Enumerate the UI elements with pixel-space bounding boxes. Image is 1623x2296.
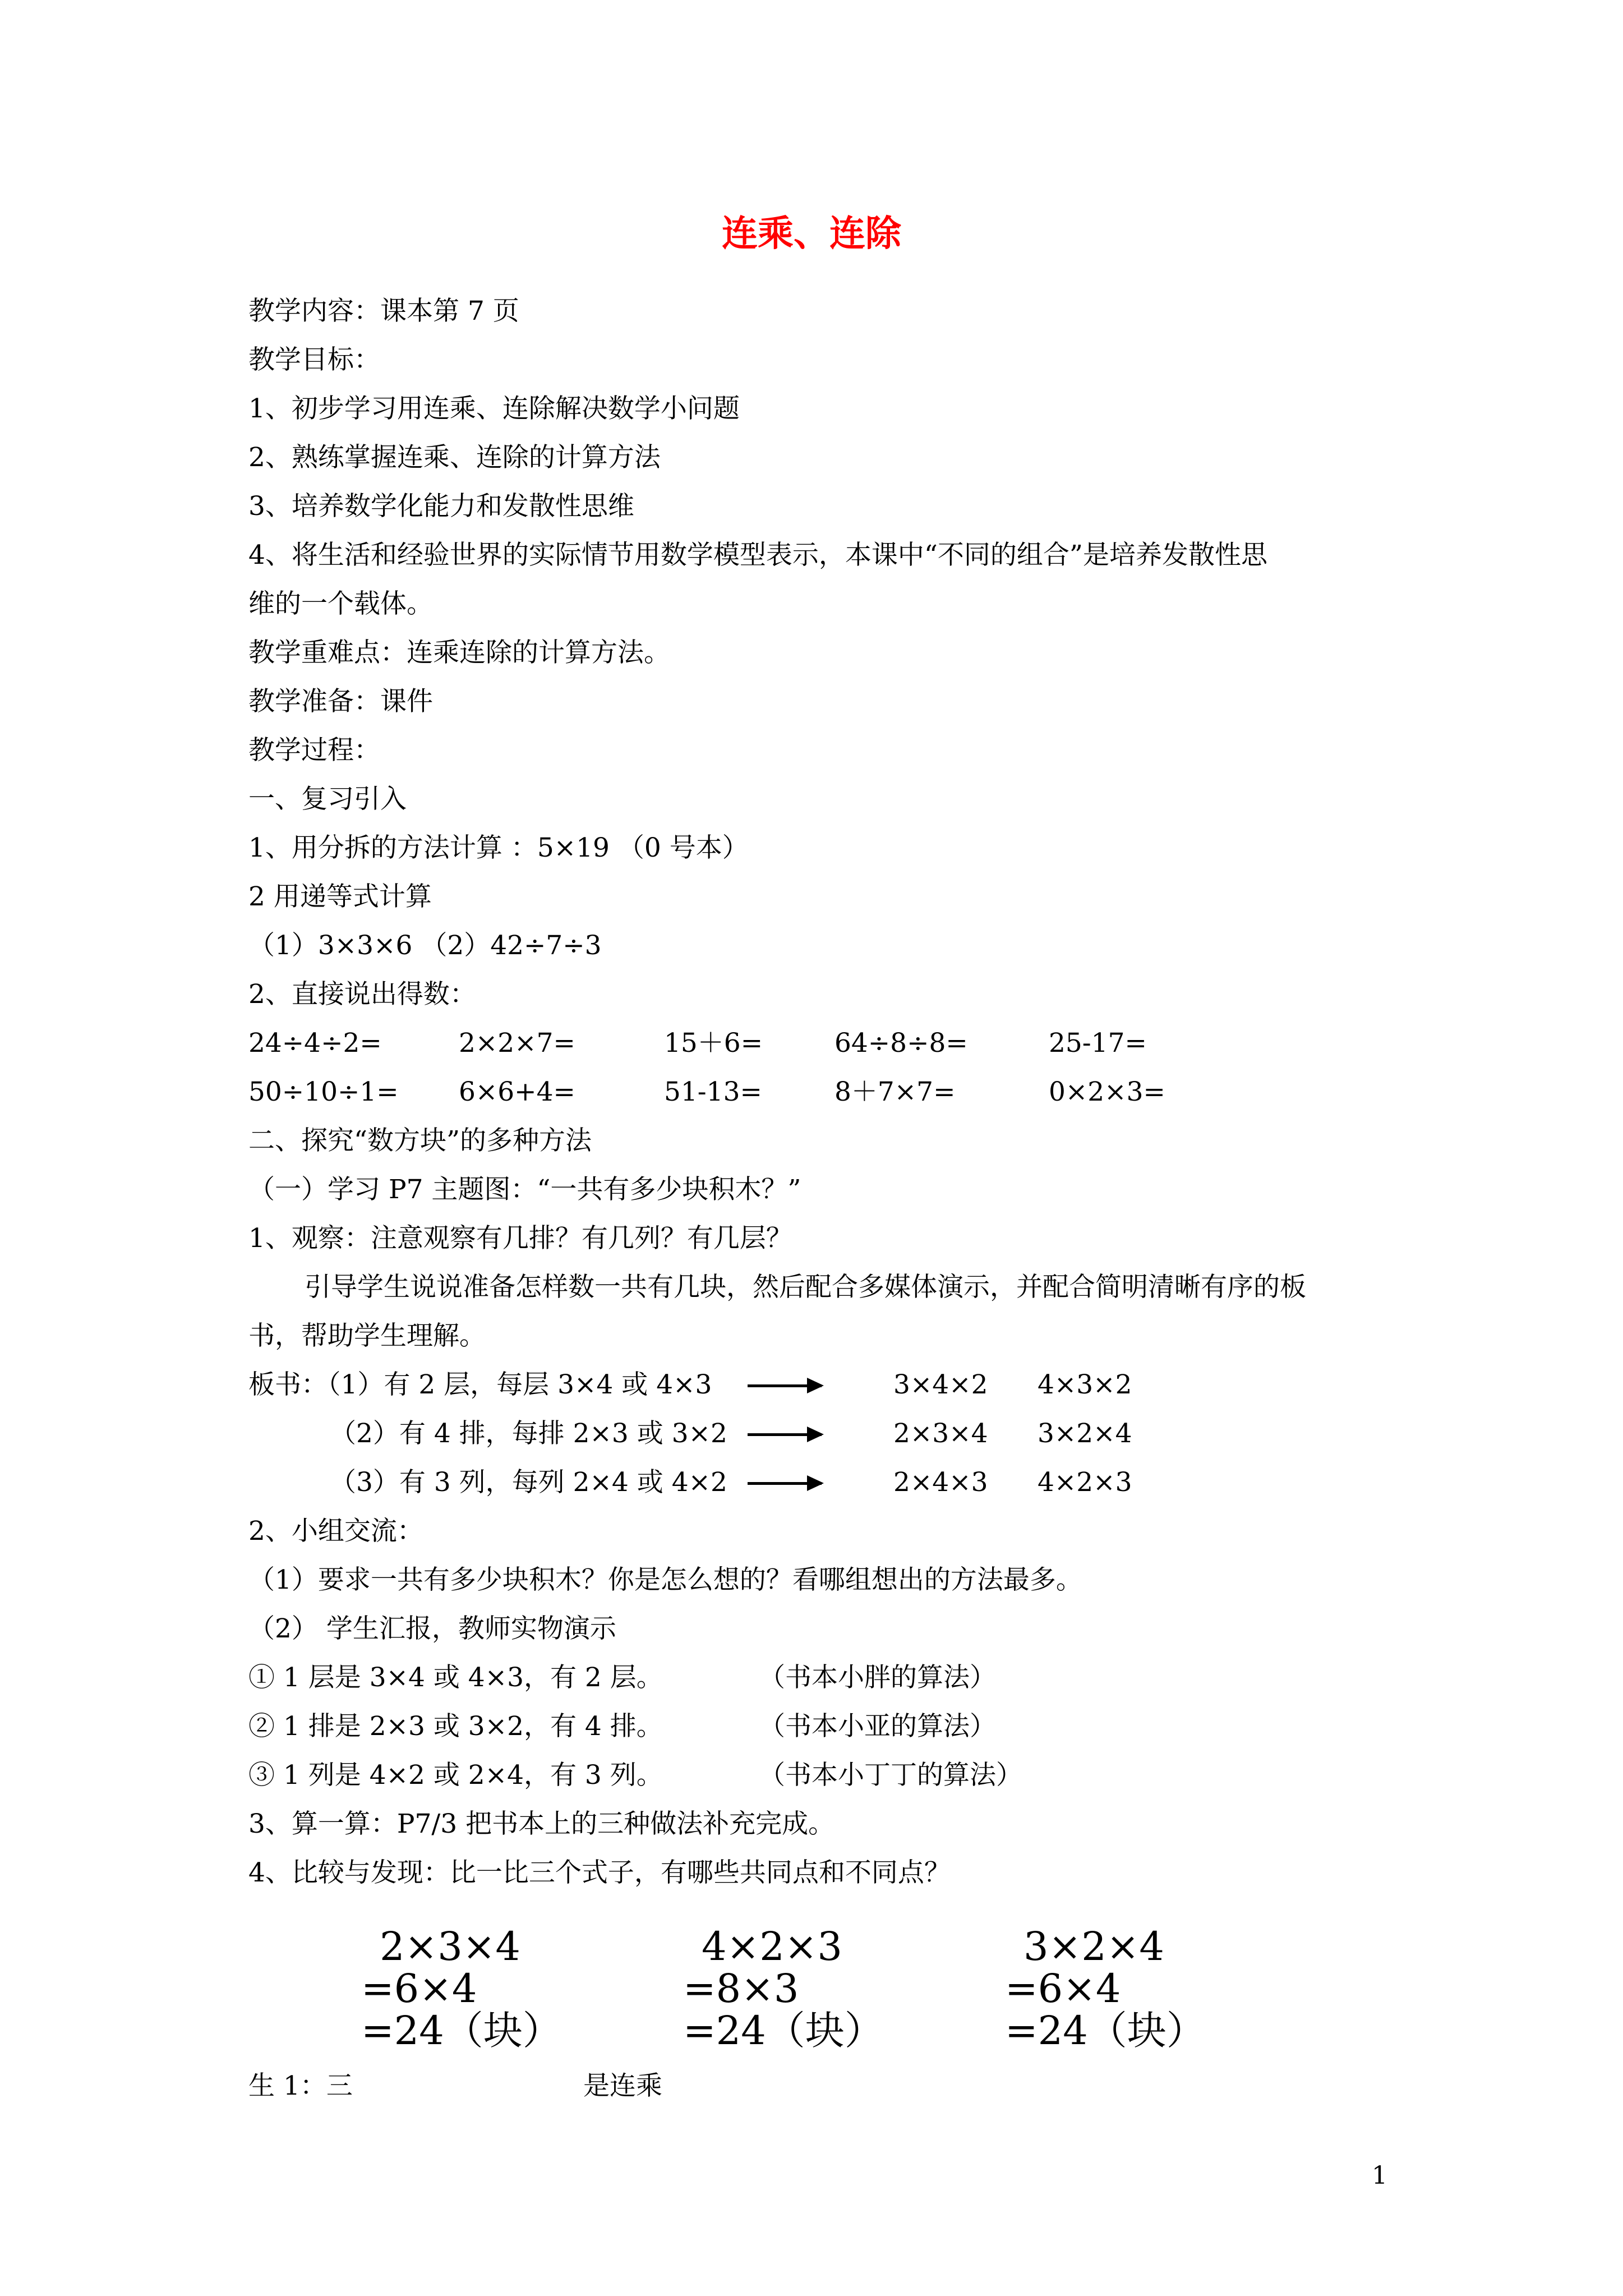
goal-2: 2、熟练掌握连乘、连除的计算方法 xyxy=(248,442,661,473)
discussion-item-1: （1）要求一共有多少块积木？你是怎么想的？看哪组想出的方法最多。 xyxy=(248,1565,1082,1595)
oral-calc-heading: 2、直接说出得数： xyxy=(248,979,476,1010)
method-1-note: （书本小胖的算法） xyxy=(759,1662,996,1693)
board-line-2: （2）有 4 排，每排 2×3 或 3×2 xyxy=(330,1418,727,1449)
arrow-icon xyxy=(748,1482,822,1485)
goal-3: 3、培养数学化能力和发散性思维 xyxy=(248,491,634,522)
section-1-heading: 一、复习引入 xyxy=(248,784,407,815)
page-number: 1 xyxy=(1372,2161,1387,2190)
board-expr: 2×3×4 xyxy=(893,1418,988,1449)
oral-calc-item: 51-13= xyxy=(664,1076,762,1107)
compare-step: 4、比较与发现：比一比三个式子，有哪些共同点和不同点？ xyxy=(248,1857,951,1888)
board-expr: 4×3×2 xyxy=(1038,1369,1132,1400)
oral-calc-item: 64÷8÷8= xyxy=(834,1028,968,1059)
review-exercises: （1）3×3×6 （2）42÷7÷3 xyxy=(248,930,602,961)
guide-paragraph: 引导学生说说准备怎样数一共有几块，然后配合多媒体演示，并配合简明清晰有序的板 xyxy=(305,1272,1306,1303)
arrow-icon xyxy=(748,1433,822,1436)
board-expr: 3×2×4 xyxy=(1038,1418,1132,1449)
board-expr: 2×4×3 xyxy=(893,1467,988,1498)
review-item-1: 1、用分拆的方法计算 ：5×19 （0 号本） xyxy=(248,832,749,863)
student-1-answer-end: 是连乘 xyxy=(583,2070,662,2101)
process-heading: 教学过程： xyxy=(248,735,380,766)
calc-col-3-line-1: 3×2×4 xyxy=(1023,1924,1164,1970)
subsection-heading: （一）学习 P7 主题图：“一共有多少块积木？” xyxy=(248,1174,801,1205)
calc-col-3-line-3: =24（块） xyxy=(1005,2008,1206,2054)
key-points: 教学重难点：连乘连除的计算方法。 xyxy=(248,637,670,668)
board-line-1: 板书：（1）有 2 层，每层 3×4 或 4×3 xyxy=(248,1369,712,1400)
oral-calc-item: 24÷4÷2= xyxy=(248,1028,382,1059)
observe-step: 1、观察：注意观察有几排？有几列？有几层？ xyxy=(248,1223,792,1254)
oral-calc-item: 15＋6= xyxy=(664,1028,763,1059)
goal-1: 1、初步学习用连乘、连除解决数学小问题 xyxy=(248,393,740,424)
method-3-note: （书本小丁丁的算法） xyxy=(759,1760,1022,1791)
method-2: ② 1 排是 2×3 或 3×2，有 4 排。 xyxy=(248,1711,663,1742)
method-3: ③ 1 列是 4×2 或 2×4，有 3 列。 xyxy=(248,1760,663,1791)
method-1: ① 1 层是 3×4 或 4×3，有 2 层。 xyxy=(248,1662,663,1693)
discussion-item-2: （2） 学生汇报，教师实物演示 xyxy=(248,1613,616,1644)
arrow-icon xyxy=(748,1384,822,1387)
preparation: 教学准备：课件 xyxy=(248,686,433,717)
oral-calc-item: 25-17= xyxy=(1049,1028,1147,1059)
student-1-answer: 生 1：三 xyxy=(248,2070,353,2101)
oral-calc-item: 8＋7×7= xyxy=(834,1076,956,1107)
calc-col-3-line-2: =6×4 xyxy=(1005,1966,1121,2012)
review-item-2: 2 用递等式计算 xyxy=(248,881,432,912)
calc-col-2-line-3: =24（块） xyxy=(683,2008,884,2054)
method-2-note: （书本小亚的算法） xyxy=(759,1711,996,1742)
group-discussion-heading: 2、小组交流： xyxy=(248,1516,423,1547)
goal-4-cont: 维的一个载体。 xyxy=(248,588,433,619)
oral-calc-item: 0×2×3= xyxy=(1049,1076,1165,1107)
board-expr: 3×4×2 xyxy=(893,1369,988,1400)
oral-calc-item: 2×2×7= xyxy=(459,1028,575,1059)
document-title: 连乘、连除 xyxy=(722,213,901,255)
guide-paragraph-cont: 书，帮助学生理解。 xyxy=(248,1320,486,1351)
teaching-content: 教学内容：课本第 7 页 xyxy=(248,296,519,326)
calc-col-2-line-1: 4×2×3 xyxy=(702,1924,842,1970)
compute-step: 3、算一算：P7/3 把书本上的三种做法补充完成。 xyxy=(248,1809,835,1839)
board-line-3: （3）有 3 列，每列 2×4 或 4×2 xyxy=(330,1467,727,1498)
calc-col-2-line-2: =8×3 xyxy=(683,1966,799,2012)
section-2-heading: 二、探究“数方块”的多种方法 xyxy=(248,1125,592,1156)
board-expr: 4×2×3 xyxy=(1038,1467,1132,1498)
oral-calc-item: 6×6+4= xyxy=(459,1076,575,1107)
teaching-goals-heading: 教学目标： xyxy=(248,344,380,375)
goal-4: 4、将生活和经验世界的实际情节用数学模型表示，本课中“不同的组合”是培养发散性思 xyxy=(248,540,1267,570)
calc-col-1-line-3: =24（块） xyxy=(361,2008,562,2054)
calc-col-1-line-2: =6×4 xyxy=(361,1966,477,2012)
oral-calc-item: 50÷10÷1= xyxy=(248,1076,399,1107)
calc-col-1-line-1: 2×3×4 xyxy=(380,1924,520,1970)
